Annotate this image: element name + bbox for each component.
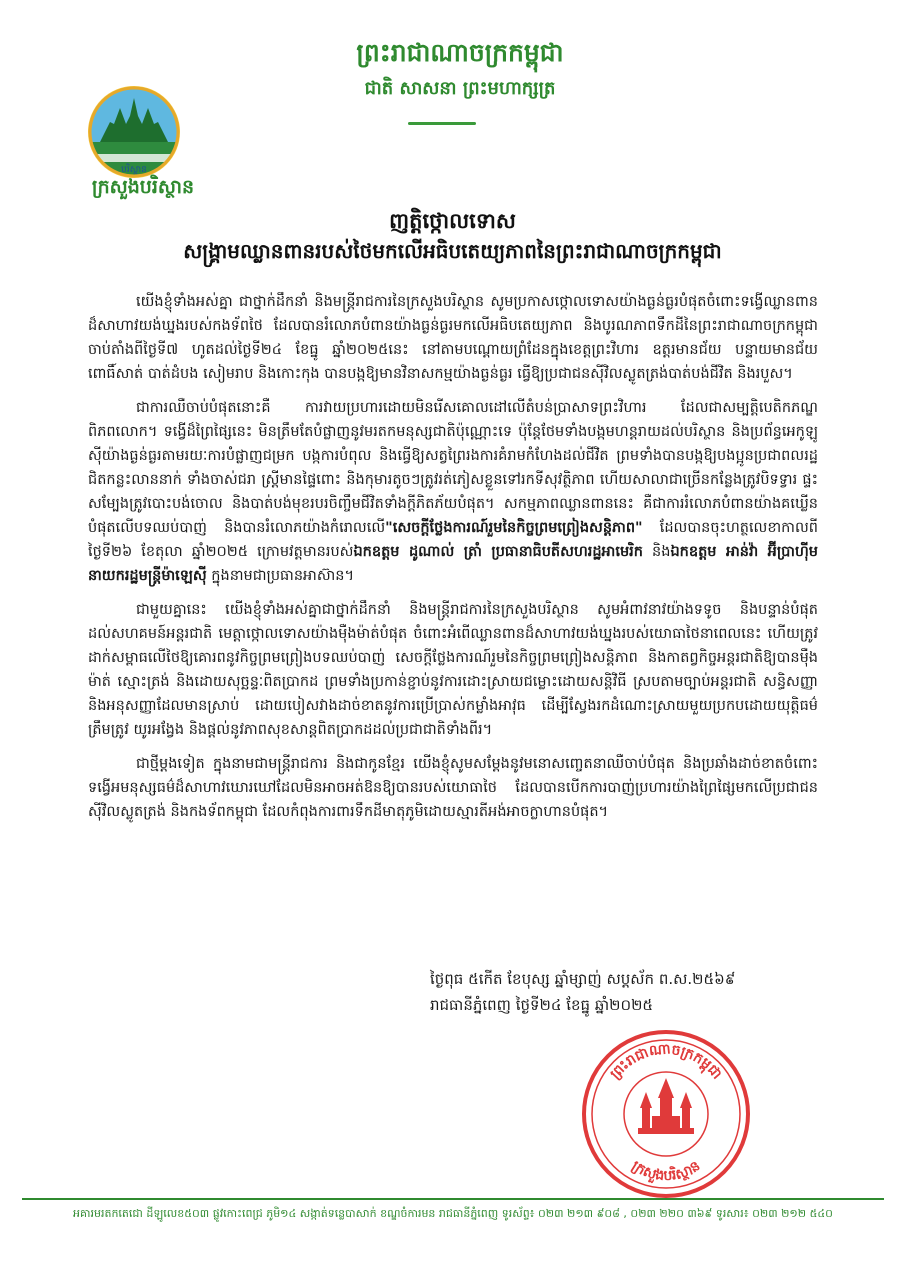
- lunar-date: ថ្ងៃពុធ ៥កើត ខែបុស្ស ឆ្នាំម្សាញ់ សប្តស័ក ព.ស.២៥៦៩: [430, 970, 736, 988]
- us-president-name: ឯកឧត្តម ដូណាល់ ត្រាំ ប្រធានាធិបតីសហរដ្ឋអាមេរិក: [353, 544, 643, 560]
- seal-bottom-text: ក្រសួងបរិស្ថាន: [628, 1157, 704, 1185]
- angkor-temple-icon: [638, 1078, 694, 1134]
- official-seal: [578, 1028, 754, 1200]
- header-ornament: [408, 122, 476, 125]
- national-motto: ជាតិ សាសនា ព្រះមហាក្សត្រ: [364, 78, 556, 99]
- paragraph-2: ជាការឈឺចាប់បំផុតនោះគឺ ការវាយប្រហារដោយមិនរើសគោលដៅលើតំបន់ប្រាសាទព្រះវិហារ ដែលជាសម្បត្តិបេតិកភណ្ឌពិភពលោក។ ទង្វើដ៏ព្រៃផ្សៃនេះ មិនត្រឹមតែបំផ្លាញនូវមរតកមនុស្សជាតិប៉ុណ្ណោះទេ ប៉ុន្តែថែមទាំងបង្កមហន្តរាយដល់បរិស្ថាន និងប្រព័ន្ធអេកូឡូស៊ីយ៉ាងធ្ងន់ធ្ងរតាមរយៈការបំផ្លាញជម្រក បង្កការបំពុល និងធ្វើឱ្យសត្វព្រៃរងការគំរាមកំហែងដល់ជីវិត ព្រមទាំងបានបង្កឱ្យបងប្អូនប្រជាពលរដ្ឋជិតកន្លះលាននាក់ ទាំងចាស់ជរា ស្ត្រីមានផ្ទៃពោះ និងកុមារតូចៗត្រូវរត់ភៀសខ្លួនទៅរកទីសុវត្ថិភាព ហើយសាលាជាច្រើនកន្លែងត្រូវបិទទ្វារ ផ្ទះសម្បែងត្រូវបោះបង់ចោល និងបាត់បង់មុខរបរចិញ្ចឹមជីវិតទាំងក្តីភិតភ័យបំផុត។ សកម្មភាពឈ្លានពាននេះ គឺជាការរំលោភបំពានយ៉ាងគឃ្លើនបំផុតលើបទឈប់បាញ់ និងបានរំលោភយ៉ាងកំរោលលើ"សេចក្តីថ្លែងការណ៍រួមនៃកិច្ចព្រមព្រៀងសន្តិភាព" ដែលបានចុះហត្ថលេខាកាលពីថ្ងៃទី២៦ ខែតុលា ឆ្នាំ២០២៥ ក្រោមវត្តមានរបស់ឯកឧត្តម ដូណាល់ ត្រាំ ប្រធានាធិបតីសហរដ្ឋអាមេរិក និងឯកឧត្តម អាន់វ៉ា អ៊ីប្រាហ៊ីម នាយករដ្ឋមន្ត្រីម៉ាឡេស៊ី ក្នុងនាមជាប្រធានអាស៊ាន។: [88, 400, 819, 584]
- kingdom-heading: ព្រះរាជាណាចក្រកម្ពុជា: [356, 38, 564, 67]
- peace-declaration-title: "សេចក្តីថ្លែងការណ៍រួមនៃកិច្ចព្រមព្រៀងសន្តិភាព": [385, 520, 643, 536]
- svg-text:ក្រសួងបរិស្ថាន: [629, 1158, 703, 1184]
- document-body: [88, 290, 818, 834]
- document-title: ញត្តិថ្កោលទោស: [389, 209, 516, 233]
- malaysia-pm-name: ឯកឧត្តម អាន់វ៉ា អ៊ីប្រាហ៊ីម នាយករដ្ឋមន្ត្រីម៉ាឡេស៊ី: [88, 544, 819, 584]
- paragraph-3: ជាមួយគ្នានេះ យើងខ្ញុំទាំងអស់គ្នាជាថ្នាក់ដឹកនាំ និងមន្ត្រីរាជការនៃក្រសួងបរិស្ថាន សូមអំពាវនាវយ៉ាងទទូច និងបន្ទាន់បំផុតដល់សហគមន៍អន្តរជាតិ មេត្តាថ្កោលទោសយ៉ាងម៉ឺងម៉ាត់បំផុត ចំពោះអំពើឈ្លានពានដ៏សាហាវយង់ឃ្នងរបស់យោធាថៃនាពេលនេះ ហើយត្រូវដាក់សម្ពាធលើថៃឱ្យគោរពនូវកិច្ចព្រមព្រៀងបទឈប់បាញ់ សេចក្តីថ្លែងការណ៍រួមនៃកិច្ចព្រមព្រៀងសន្តិភាព និងកាតព្វកិច្ចអន្តរជាតិឱ្យបានម៉ឺងម៉ាត់ ស្មោះត្រង់ និងដោយសុច្ឆន្ទៈពិតប្រាកដ ព្រមទាំងប្រកាន់ខ្ជាប់នូវការដោះស្រាយជម្លោះដោយសន្តិវិធី ស្របតាមច្បាប់អន្តរជាតិ សន្ធិសញ្ញា និងអនុសញ្ញាដែលមានស្រាប់ ដោយបៀសវាងដាច់ខាតនូវការប្រើប្រាស់កម្លាំងអាវុធ ដើម្បីស្វែងរកដំណោះស្រាយមួយប្រកបដោយយុត្តិធម៌ ត្រឹមត្រូវ យូរអង្វែង និងផ្តល់នូវភាពសុខសាន្តពិតប្រាកដដល់ប្រជាជាតិទាំងពីរ។: [88, 602, 818, 738]
- paragraph-4: ជាថ្មីម្តងទៀត ក្នុងនាមជាមន្ត្រីរាជការ និងជាកូនខ្មែរ យើងខ្ញុំសូមសម្តែងនូវមនោសញ្ចេតនាឈឺចាប់បំផុត និងប្រឆាំងដាច់ខាតចំពោះទង្វើអមនុស្សធម៌ដ៏សាហាវឃោរឃៅដែលមិនអាចអត់ឱនឱ្យបានរបស់យោធាថៃ ដែលបានបើកការបាញ់ប្រហារយ៉ាងព្រៃផ្សៃមកលើប្រជាជនស៊ីវិលស្លូតត្រង់ និងកងទ័ពកម្ពុជា ដែលកំពុងការពារទឹកដីមាតុភូមិដោយស្មារតីអង់អាចក្លាហានបំផុត។: [88, 756, 818, 820]
- solar-date: រាជធានីភ្នំពេញ ថ្ងៃទី២៤ ខែធ្នូ ឆ្នាំ២០២៥: [430, 996, 654, 1014]
- seal-top-text: ព្រះរាជាណាចក្រកម្ពុជា: [607, 1041, 725, 1083]
- footer-divider: [22, 1198, 884, 1200]
- document-subtitle: សង្គ្រាមឈ្លានពានរបស់ថៃមកលើអធិបតេយ្យភាពនៃព្រះរាជាណាចក្រកម្ពុជា: [183, 239, 722, 263]
- svg-text:ព្រះរាជាណាចក្រកម្ពុជា: [607, 1041, 725, 1082]
- ministry-emblem-icon: [80, 82, 188, 182]
- paragraph-1: យើងខ្ញុំទាំងអស់គ្នា ជាថ្នាក់ដឹកនាំ និងមន្ត្រីរាជការនៃក្រសួងបរិស្ថាន សូមប្រកាសថ្កោលទោសយ៉ាងធ្ងន់ធ្ងរបំផុតចំពោះទង្វើឈ្លានពានដ៏សាហាវយង់ឃ្នងរបស់កងទ័ពថៃ ដែលបានរំលោភបំពានយ៉ាងធ្ងន់ធ្ងរមកលើអធិបតេយ្យភាព និងបូរណភាពទឹកដីនៃព្រះរាជាណាចក្រកម្ពុជា ចាប់តាំងពីថ្ងៃទី៧ ហូតដល់ថ្ងៃទី២៤ ខែធ្នូ ឆ្នាំ២០២៥នេះ នៅតាមបណ្តោយព្រំដែនក្នុងខេត្តព្រះវិហារ ឧត្តរមានជ័យ បន្ទាយមានជ័យ ពោធិ៍សាត់ បាត់ដំបង សៀមរាប និងកោះកុង បានបង្កឱ្យមានវិនាសកម្មយ៉ាងធ្ងន់ធ្ងរ ធ្វើឱ្យប្រជាជនស៊ីវិលស្លូតត្រង់បាត់បង់ជីវិត និងរបួស។: [88, 294, 818, 382]
- ministry-name: ក្រសួងបរិស្ថាន: [91, 176, 195, 198]
- footer-address: អគារមរតកតេជោ ដីឡូលេខ៥០៣ ផ្លូវកោះពេជ្រ ភូមិ១៤ សង្កាត់ទន្លេបាសាក់ ខណ្ឌចំការមន រាជធានីភ្នំពេញ ទូរស័ព្ទ៖ ០២៣ ២១៣ ៩០៨ , ០២៣ ២២០ ៣៦៩ ទូរសារ៖ ០២៣ ២១២ ៥៤០: [73, 1207, 833, 1220]
- logo-label: បរិស្ថាន: [121, 165, 147, 175]
- date-block: [430, 966, 830, 1018]
